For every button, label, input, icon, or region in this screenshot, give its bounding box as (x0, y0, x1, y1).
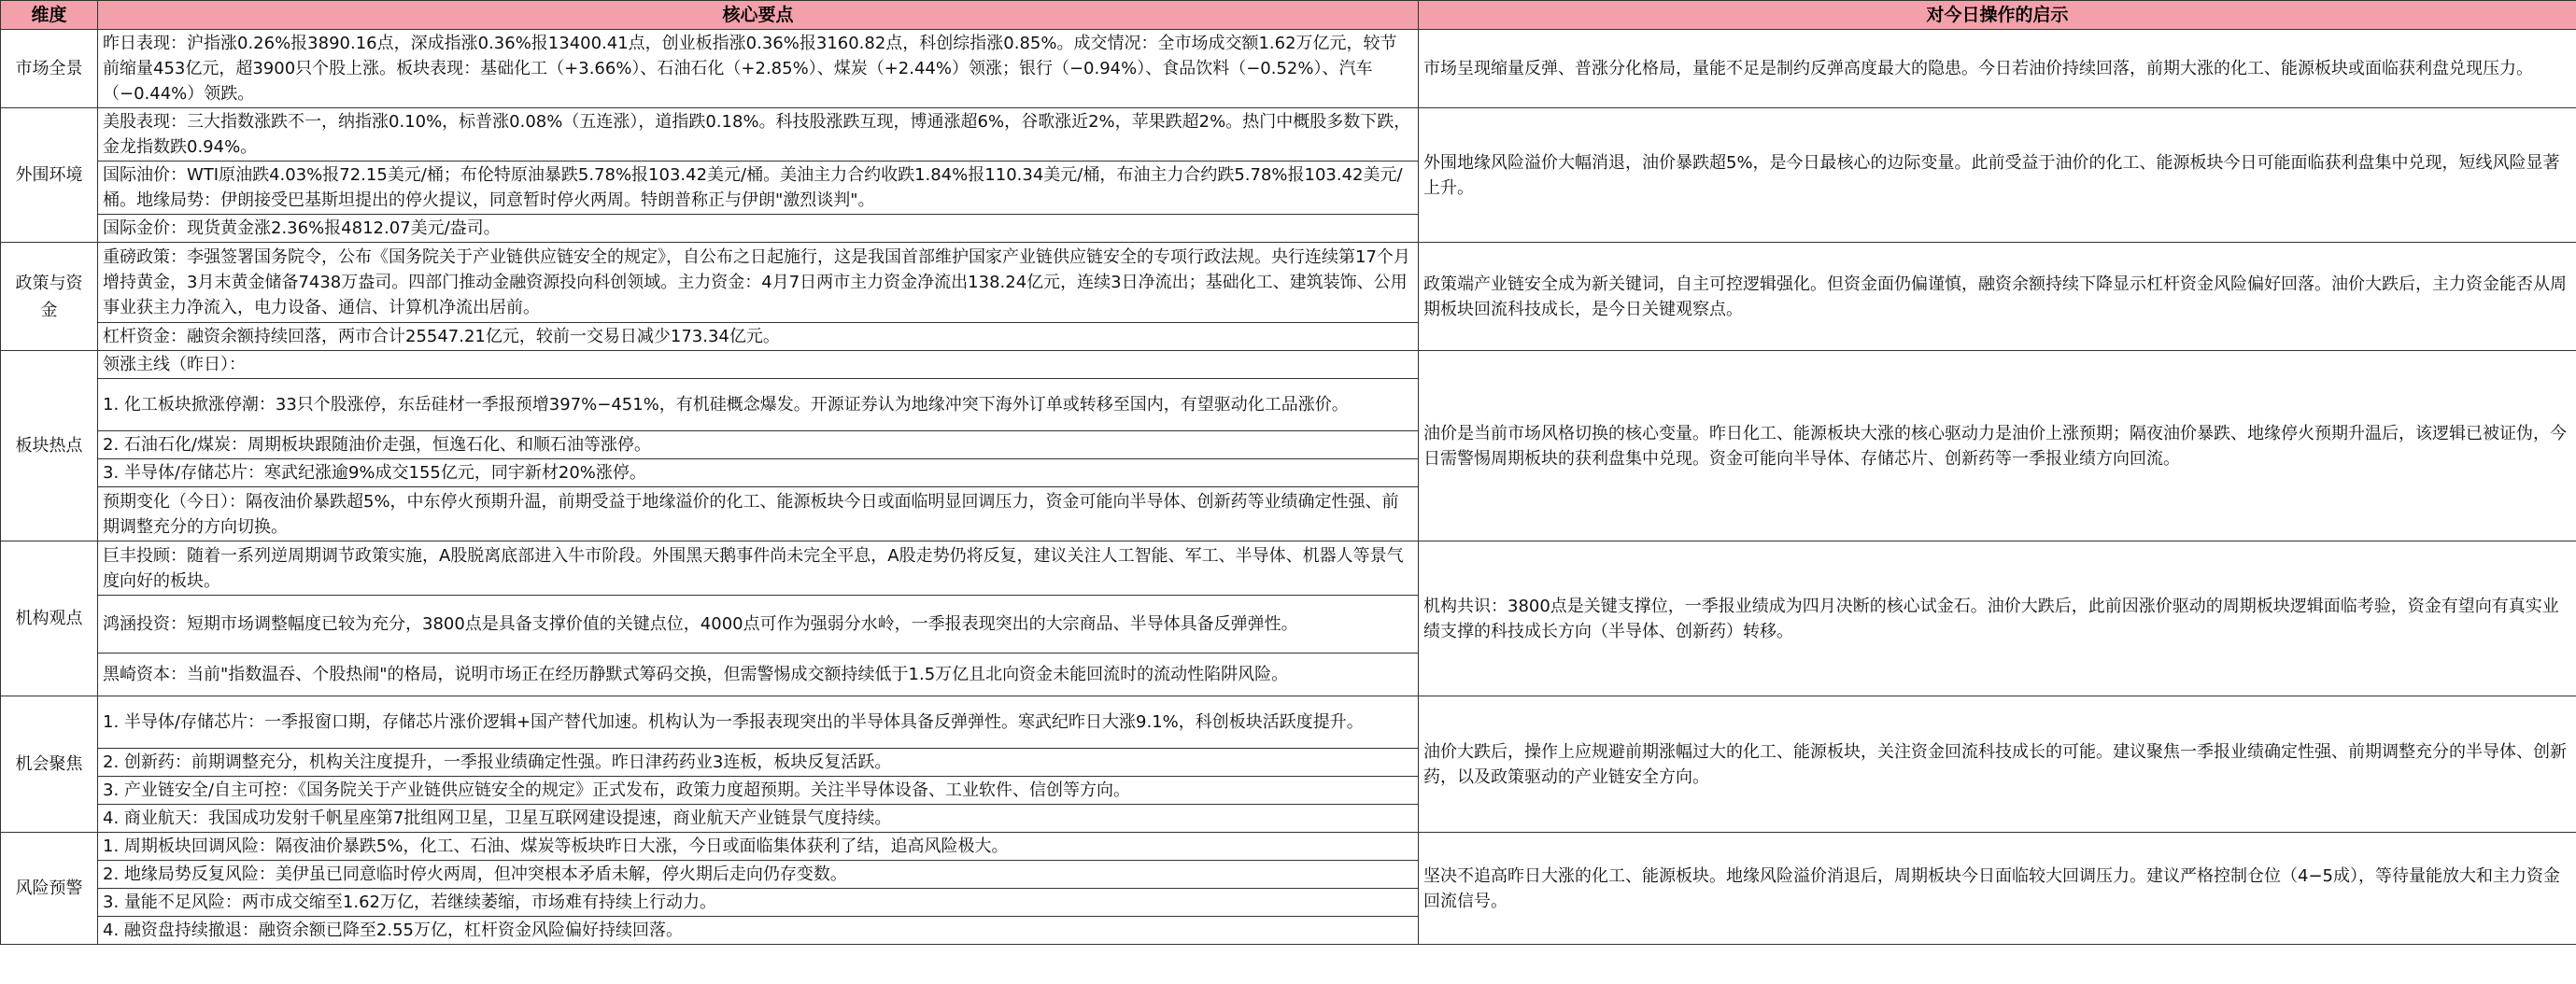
implication-cell: 市场呈现缩量反弹、普涨分化格局，量能不足是制约反弹高度最大的隐患。今日若油价持续回落，前期大涨的化工、能源板块或面临获利盘兑现压力。 (1419, 30, 2576, 108)
key-point-cell: 4. 商业航天：我国成功发射千帆星座第7批组网卫星，卫星互联网建设提速，商业航天产业链景气度持续。 (98, 805, 1419, 833)
key-point-cell: 黑崎资本：当前"指数温吞、个股热闹"的格局，说明市场正在经历静默式筹码交换，但需警惕成交额持续低于1.5万亿且北向资金未能回流时的流动性陷阱风险。 (98, 654, 1419, 696)
dimension-cell: 外围环境 (1, 108, 98, 243)
header-dimension: 维度 (1, 1, 98, 30)
key-point-cell: 1. 化工板块掀涨停潮：33只个股涨停，东岳硅材一季报预增397%−451%，有机硅概念爆发。开源证券认为地缘冲突下海外订单或转移至国内，有望驱动化工品涨价。 (98, 379, 1419, 431)
key-point-cell: 国际金价：现货黄金涨2.36%报4812.07美元/盎司。 (98, 215, 1419, 243)
table-row (1, 30, 2576, 108)
key-point-cell: 重磅政策：李强签署国务院令，公布《国务院关于产业链供应链安全的规定》，自公布之日起施行，这是我国首部维护国家产业链供应链安全的专项行政法规。央行连续第17个月增持黄金，3月末黄金储备7438万盎司。四部门推动金融资源投向科创领域。主力资金：4月7日两市主力资金净流出138.24亿元，连续3日净流出；基础化工、建筑装饰、公用事业获主力净流入，电力设备、通信、计算机净流出居前。 (98, 243, 1419, 323)
key-point-cell: 3. 量能不足风险：两市成交缩至1.62万亿，若继续萎缩，市场难有持续上行动力。 (98, 889, 1419, 917)
key-point-cell: 杠杆资金：融资余额持续回落，两市合计25547.21亿元，较前一交易日减少173.34亿元。 (98, 323, 1419, 351)
implication-cell: 坚决不追高昨日大涨的化工、能源板块。地缘风险溢价消退后，周期板块今日面临较大回调压力。建议严格控制仓位（4−5成），等待量能放大和主力资金回流信号。 (1419, 833, 2576, 945)
dimension-cell: 风险预警 (1, 833, 98, 945)
key-point-cell: 4. 融资盘持续撤退：融资余额已降至2.55万亿，杠杆资金风险偏好持续回落。 (98, 917, 1419, 945)
key-point-cell: 2. 石油石化/煤炭：周期板块跟随油价走强，恒逸石化、和顺石油等涨停。 (98, 431, 1419, 459)
key-point-cell: 国际油价：WTI原油跌4.03%报72.15美元/桶；布伦特原油暴跌5.78%报103.42美元/桶。美油主力合约收跌1.84%报110.34美元/桶，布油主力合约跌5.78%报103.42美元/桶。地缘局势：伊朗接受巴基斯坦提出的停火提议，同意暂时停火两周。特朗普称正与伊朗"激烈谈判"。 (98, 162, 1419, 215)
header-row (1, 1, 2576, 30)
key-point-cell: 3. 半导体/存储芯片：寒武纪涨逾9%成交155亿元，同宇新材20%涨停。 (98, 459, 1419, 487)
implication-cell: 外围地缘风险溢价大幅消退，油价暴跌超5%，是今日最核心的边际变量。此前受益于油价的化工、能源板块今日可能面临获利盘集中兑现，短线风险显著上升。 (1419, 108, 2576, 243)
key-point-cell: 2. 地缘局势反复风险：美伊虽已同意临时停火两周，但冲突根本矛盾未解，停火期后走向仍存变数。 (98, 861, 1419, 889)
key-point-cell: 巨丰投顾：随着一系列逆周期调节政策实施，A股脱离底部进入牛市阶段。外围黑天鹅事件尚未完全平息，A股走势仍将反复，建议关注人工智能、军工、半导体、机器人等景气度向好的板块。 (98, 541, 1419, 596)
key-point-cell: 鸿涵投资：短期市场调整幅度已较为充分，3800点是具备支撑价值的关键点位，4000点可作为强弱分水岭，一季报表现突出的大宗商品、半导体具备反弹弹性。 (98, 596, 1419, 654)
dimension-label: 政策与资金 (15, 273, 83, 320)
dimension-cell: 机构观点 (1, 541, 98, 696)
table-row (1, 541, 2576, 596)
dimension-cell: 机会聚焦 (1, 696, 98, 833)
dimension-cell: 板块热点 (1, 351, 98, 541)
implication-cell: 油价是当前市场风格切换的核心变量。昨日化工、能源板块大涨的核心驱动力是油价上涨预期；隔夜油价暴跌、地缘停火预期升温后，该逻辑已被证伪，今日需警惕周期板块的获利盘集中兑现。资金可能向半导体、存储芯片、创新药等一季报业绩方向回流。 (1419, 351, 2576, 541)
dimension-cell (1, 243, 98, 351)
dimension-cell: 市场全景 (1, 30, 98, 108)
table-row (1, 696, 2576, 749)
table-row (1, 351, 2576, 379)
implication-cell: 政策端产业链安全成为新关键词，自主可控逻辑强化。但资金面仍偏谨慎，融资余额持续下降显示杠杆资金风险偏好回落。油价大跌后，主力资金能否从周期板块回流科技成长，是今日关键观察点。 (1419, 243, 2576, 351)
implication-cell: 油价大跌后，操作上应规避前期涨幅过大的化工、能源板块，关注资金回流科技成长的可能。建议聚焦一季报业绩确定性强、前期调整充分的半导体、创新药，以及政策驱动的产业链安全方向。 (1419, 696, 2576, 833)
implication-cell: 机构共识：3800点是关键支撑位，一季报业绩成为四月决断的核心试金石。油价大跌后，此前因涨价驱动的周期板块逻辑面临考验，资金有望向有真实业绩支撑的科技成长方向（半导体、创新药）转移。 (1419, 541, 2576, 696)
table-row (1, 108, 2576, 162)
header-key-points: 核心要点 (98, 1, 1419, 30)
key-point-cell: 2. 创新药：前期调整充分，机构关注度提升，一季报业绩确定性强。昨日津药药业3连板，板块反复活跃。 (98, 749, 1419, 777)
key-point-cell: 美股表现：三大指数涨跌不一，纳指涨0.10%，标普涨0.08%（五连涨），道指跌0.18%。科技股涨跌互现，博通涨超6%，谷歌涨近2%，苹果跌超2%。热门中概股多数下跌，金龙指数跌0.94%。 (98, 108, 1419, 162)
table-row (1, 243, 2576, 323)
key-point-cell: 3. 产业链安全/自主可控：《国务院关于产业链供应链安全的规定》正式发布，政策力度超预期。关注半导体设备、工业软件、信创等方向。 (98, 777, 1419, 805)
key-point-cell: 预期变化（今日）：隔夜油价暴跌超5%，中东停火预期升温，前期受益于地缘溢价的化工、能源板块今日或面临明显回调压力，资金可能向半导体、创新药等业绩确定性强、前期调整充分的方向切换。 (98, 487, 1419, 541)
key-point-cell: 1. 周期板块回调风险：隔夜油价暴跌5%，化工、石油、煤炭等板块昨日大涨，今日或面临集体获利了结，追高风险极大。 (98, 833, 1419, 861)
key-point-cell: 1. 半导体/存储芯片：一季报窗口期，存储芯片涨价逻辑+国产替代加速。机构认为一季报表现突出的半导体具备反弹弹性。寒武纪昨日大涨9.1%，科创板块活跃度提升。 (98, 696, 1419, 749)
key-point-cell: 昨日表现：沪指涨0.26%报3890.16点，深成指涨0.36%报13400.41点，创业板指涨0.36%报3160.82点，科创综指涨0.85%。成交情况：全市场成交额1.62万亿元，较节前缩量453亿元，超3900只个股上涨。板块表现：基础化工（+3.66%）、石油石化（+2.85%）、煤炭（+2.44%）领涨；银行（−0.94%）、食品饮料（−0.52%）、汽车（−0.44%）领跌。 (98, 30, 1419, 108)
header-implications: 对今日操作的启示 (1419, 1, 2576, 30)
table-row (1, 833, 2576, 861)
key-point-cell: 领涨主线（昨日）： (98, 351, 1419, 379)
